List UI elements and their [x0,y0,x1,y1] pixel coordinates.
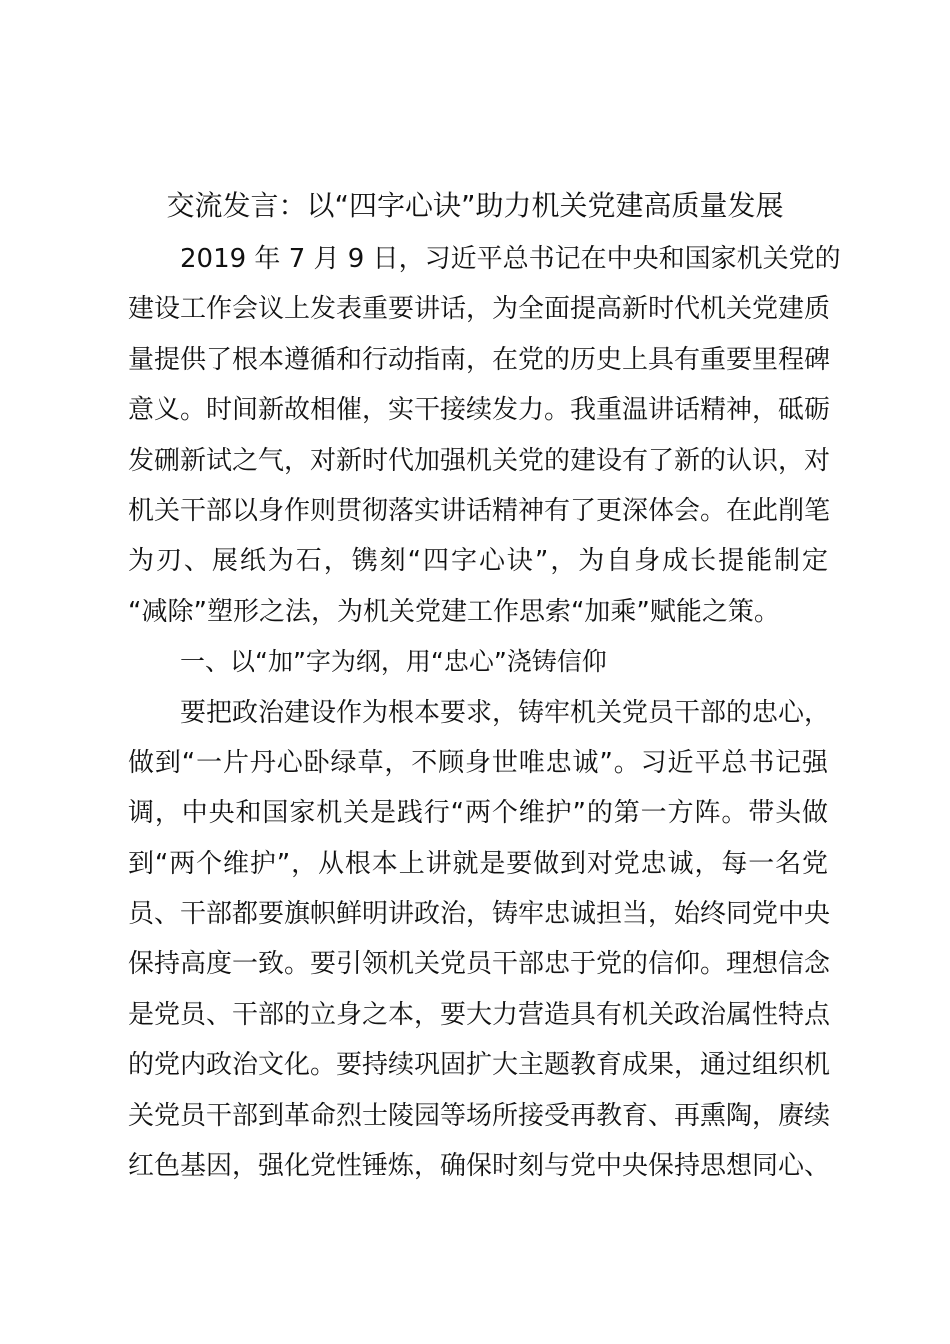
paragraph-line: 的党内政治文化。要持续巩固扩大主题教育成果，通过组织机 [128,1050,831,1081]
paragraph-line: 建设工作会议上发表重要讲话，为全面提高新时代机关党建质 [128,294,831,325]
paragraph-line: 量提供了根本遵循和行动指南，在党的历史上具有重要里程碑 [128,344,831,375]
paragraph-line: 机关干部以身作则贯彻落实讲话精神有了更深体会。在此削笔 [128,495,831,526]
paragraph-line: 调，中央和国家机关是践行“两个维护”的第一方阵。带头做 [128,798,828,829]
document-title: 交流发言：以“四字心诀”助力机关党建高质量发展 [166,189,784,222]
paragraph-line: 做到“一片丹心卧绿草，不顾身世唯忠诚”。习近平总书记强 [128,747,828,778]
paragraph-line: 是党员、干部的立身之本，要大力营造具有机关政治属性特点 [128,999,831,1030]
document-body [128,234,841,1191]
paragraph-line: 意义。时间新故相催，实干接续发力。我重温讲话精神，砥砺 [128,395,831,426]
paragraph-line: 为刃、展纸为石，镌刻“四字心诀”，为自身成长提能制定 [128,546,828,577]
section-heading: 一、以“加”字为纲，用“忠心”浇铸信仰 [180,647,607,677]
paragraph-line: 关党员干部到革命烈士陵园等场所接受再教育、再熏陶，赓续 [128,1100,831,1131]
paragraph-line: 员、干部都要旗帜鲜明讲政治，铸牢忠诚担当，始终同党中央 [128,899,831,930]
paragraph-line: 保持高度一致。要引领机关党员干部忠于党的信仰。理想信念 [128,949,831,980]
paragraph-line: “减除”塑形之法，为机关党建工作思索“加乘”赋能之策。 [128,596,780,627]
paragraph-line: 2019 年 7 月 9 日，习近平总书记在中央和国家机关党的 [180,244,841,274]
paragraph-line: 要把政治建设作为根本要求，铸牢机关党员干部的忠心， [180,697,831,728]
paragraph-line: 到“两个维护”，从根本上讲就是要做到对党忠诚，每一名党 [128,848,828,879]
paragraph-line: 红色基因，强化党性锤炼，确保时刻与党中央保持思想同心、 [128,1151,831,1182]
paragraph-line: 发硎新试之气，对新时代加强机关党的建设有了新的认识，对 [128,445,831,476]
